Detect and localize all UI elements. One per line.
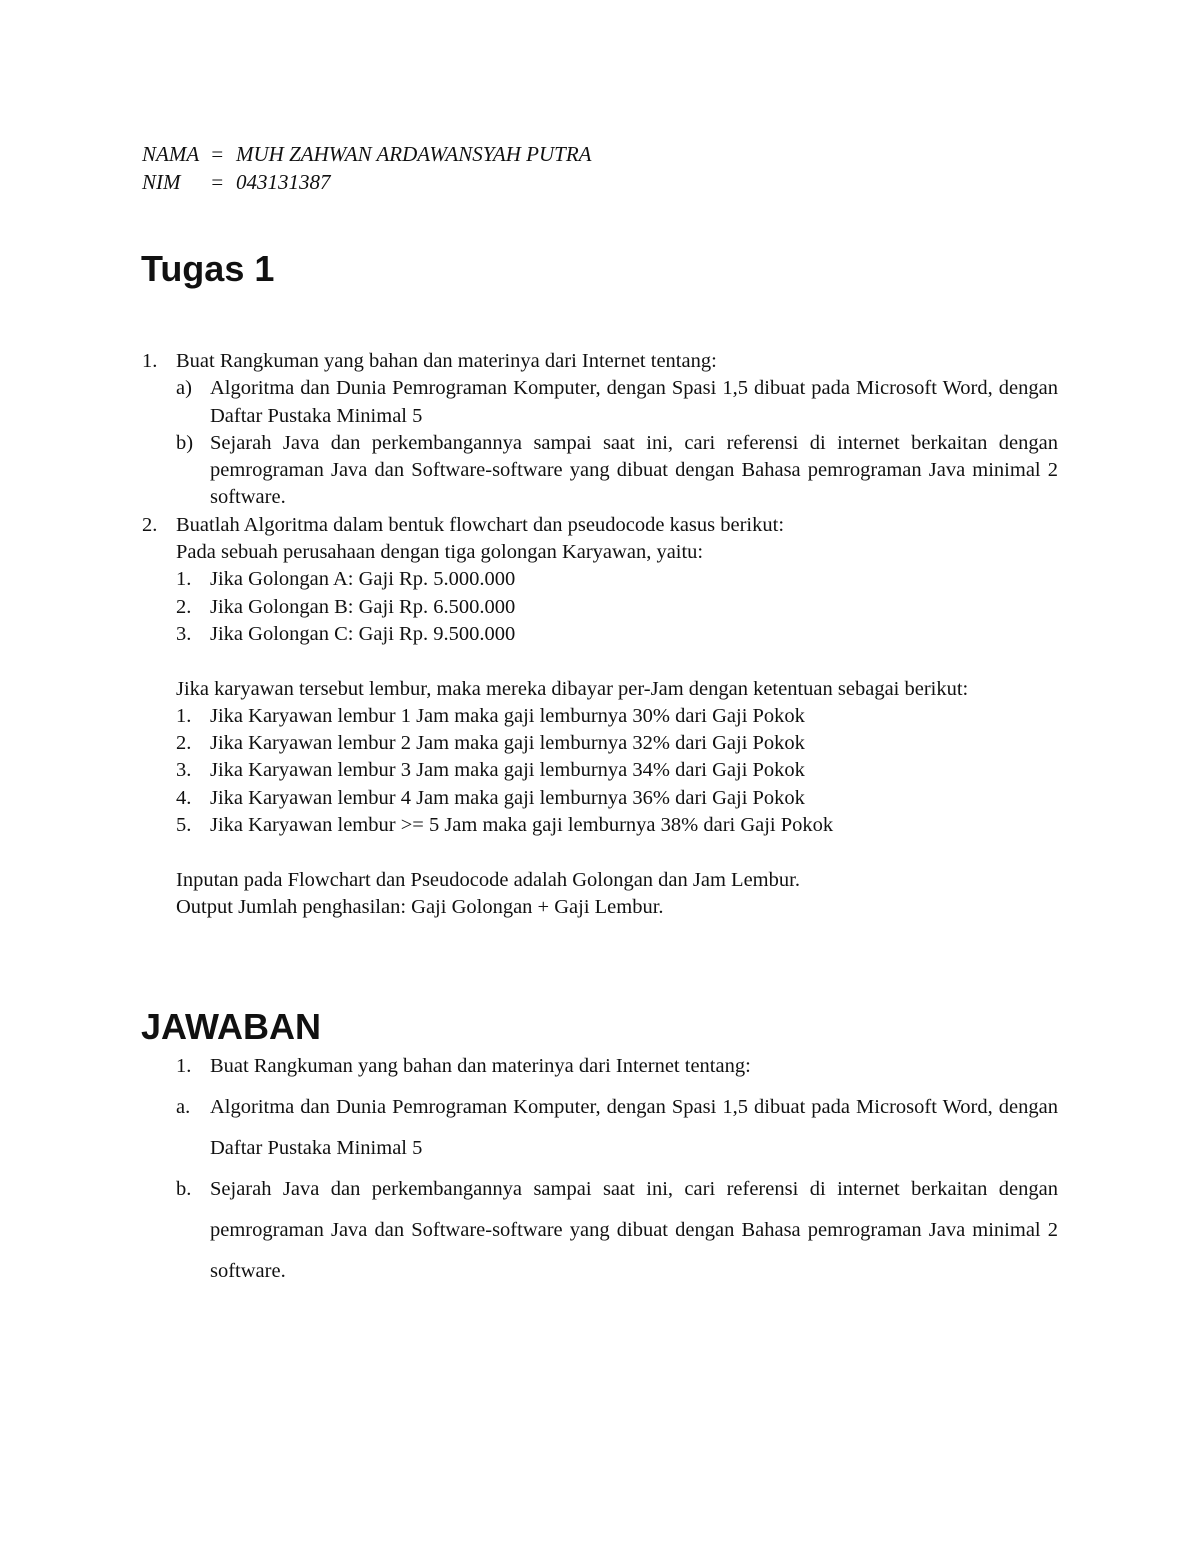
input-note-line	[142, 867, 1058, 894]
nim-label: NIM	[142, 170, 181, 194]
lembur-text: Jika Karyawan lembur 4 Jam maka gaji lemburnya 36% dari Gaji Pokok	[210, 786, 805, 809]
jawaban-heading: JAWABAN	[141, 1006, 322, 1047]
q2-number: 2.	[142, 513, 158, 536]
jawaban-item1-number: 1.	[176, 1055, 192, 1077]
lembur-number: 5.	[176, 814, 192, 837]
jawaban-a-marker: a.	[176, 1096, 191, 1118]
jawaban-b-line	[142, 1169, 1058, 1292]
q1-line	[142, 348, 1058, 375]
input-note: Inputan pada Flowchart dan Pseudocode adalah Golongan dan Jam Lembur.	[176, 868, 800, 891]
lembur-item	[142, 703, 1058, 730]
q2-text: Buatlah Algoritma dalam bentuk flowchart dan pseudocode kasus berikut:	[176, 513, 785, 536]
nama-label: NAMA	[142, 142, 200, 166]
jawaban-a-text: Algoritma dan Dunia Pemrograman Komputer, dengan Spasi 1,5 dibuat pada Microsoft Word, dengan Daftar Pustaka Minimal 5	[210, 1096, 1058, 1159]
golongan-item	[142, 621, 1058, 648]
lembur-text: Jika Karyawan lembur 1 Jam maka gaji lemburnya 30% dari Gaji Pokok	[210, 704, 805, 727]
q2-line	[142, 512, 1058, 539]
q1-number: 1.	[142, 350, 158, 372]
jawaban-a-line	[142, 1087, 1058, 1169]
q1-b-line	[142, 430, 1058, 512]
q2-intro-line	[142, 539, 1058, 566]
nim-value: 043131387	[236, 170, 331, 194]
q1-b-text: Sejarah Java dan perkembangannya sampai saat ini, cari referensi di internet berkaitan dengan pemrograman Java dan Software-software yang dibuat dengan Bahasa pemrograman Java minimal 2 software.	[210, 431, 1058, 509]
q1-text: Buat Rangkuman yang bahan dan materinya dari Internet tentang:	[176, 350, 717, 372]
q1-a-marker: a)	[176, 377, 192, 400]
lembur-item	[142, 812, 1058, 839]
jawaban-item1-text: Buat Rangkuman yang bahan dan materinya dari Internet tentang:	[210, 1055, 751, 1077]
lembur-intro: Jika karyawan tersebut lembur, maka mereka dibayar per-Jam dengan ketentuan sebagai berikut:	[176, 677, 969, 700]
lembur-text: Jika Karyawan lembur 3 Jam maka gaji lemburnya 34% dari Gaji Pokok	[210, 759, 805, 782]
nim-row	[142, 168, 592, 196]
student-identity	[142, 140, 592, 196]
lembur-number: 2.	[176, 732, 192, 755]
lembur-text: Jika Karyawan lembur >= 5 Jam maka gaji lemburnya 38% dari Gaji Pokok	[210, 814, 834, 837]
jawaban-b-text: Sejarah Java dan perkembangannya sampai saat ini, cari referensi di internet berkaitan dengan pemrograman Java dan Software-software yang dibuat dengan Bahasa pemrograman Java minimal 2 software.	[210, 1178, 1058, 1282]
spacer	[142, 839, 1058, 866]
lembur-intro-line	[142, 676, 1058, 703]
jawaban-content	[142, 1046, 1058, 1292]
spacer	[142, 648, 1058, 675]
tugas-heading: Tugas 1	[141, 248, 275, 289]
nama-row	[142, 140, 592, 168]
q1-b-marker: b)	[176, 431, 194, 454]
tugas-content	[142, 348, 1058, 921]
golongan-item	[142, 566, 1058, 593]
output-note-line	[142, 894, 1058, 921]
golongan-number: 2.	[176, 595, 192, 618]
golongan-text: Jika Golongan C: Gaji Rp. 9.500.000	[210, 622, 516, 645]
jawaban-item1-line	[142, 1046, 1058, 1087]
golongan-item	[142, 594, 1058, 621]
output-note: Output Jumlah penghasilan: Gaji Golongan + Gaji Lembur.	[176, 895, 664, 918]
lembur-number: 3.	[176, 759, 192, 782]
nim-equals: =	[210, 170, 225, 194]
lembur-item	[142, 785, 1058, 812]
golongan-text: Jika Golongan A: Gaji Rp. 5.000.000	[210, 568, 516, 591]
jawaban-b-marker: b.	[176, 1178, 192, 1200]
q2-intro: Pada sebuah perusahaan dengan tiga golongan Karyawan, yaitu:	[176, 541, 704, 564]
q1-a-line	[142, 375, 1058, 430]
lembur-text: Jika Karyawan lembur 2 Jam maka gaji lemburnya 32% dari Gaji Pokok	[210, 732, 805, 755]
lembur-item	[142, 730, 1058, 757]
golongan-text: Jika Golongan B: Gaji Rp. 6.500.000	[210, 595, 516, 618]
lembur-number: 4.	[176, 786, 192, 809]
lembur-number: 1.	[176, 704, 192, 727]
nama-value: MUH ZAHWAN ARDAWANSYAH PUTRA	[236, 142, 592, 166]
golongan-number: 1.	[176, 568, 192, 591]
q1-a-text: Algoritma dan Dunia Pemrograman Komputer, dengan Spasi 1,5 dibuat pada Microsoft Word, dengan Daftar Pustaka Minimal 5	[210, 377, 1058, 427]
lembur-item	[142, 757, 1058, 784]
nama-equals: =	[210, 142, 225, 166]
golongan-number: 3.	[176, 622, 192, 645]
